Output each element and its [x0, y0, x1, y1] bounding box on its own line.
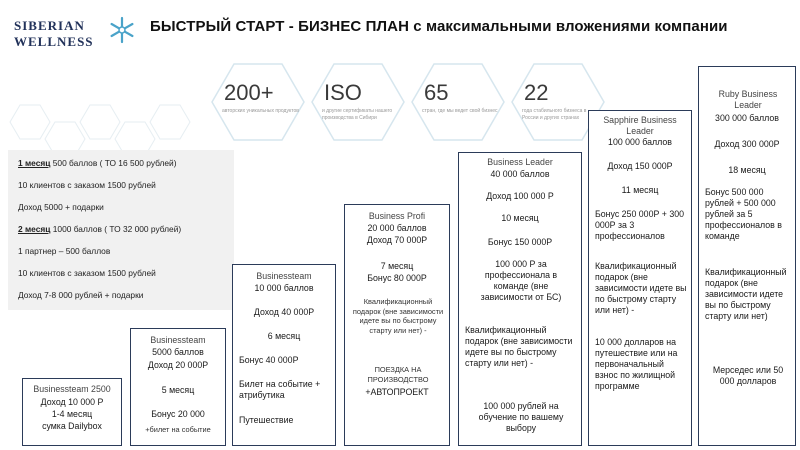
tier-period: 11 месяц	[621, 185, 659, 195]
plan-line: Доход 7-8 000 рублей + подарки	[18, 290, 144, 300]
tier-box-businessteam-2500	[22, 378, 122, 446]
tier-gift: ПОЕЗДКА НА ПРОИЗВОДСТВО	[367, 365, 429, 384]
tier-income: Доход 100 000 Р	[486, 191, 554, 201]
tier-gift: Мерседес или 50 000 долларов	[712, 365, 784, 386]
tier-qualification-note: Квалификационный подарок (вне зависимости идете вы по быстрому старту или нет) -	[352, 297, 444, 335]
tier-name: Sapphire Business Leader	[603, 115, 677, 136]
tier-gift-extra: +АВТОПРОЕКТ	[365, 387, 429, 397]
plan-month-detail: 1000 баллов ( ТО 32 000 рублей)	[50, 224, 182, 234]
stat-number: 22	[524, 80, 549, 105]
tier-box-sapphire-business-leader	[588, 110, 692, 446]
tier-qualification-note: Квалификационный подарок (вне зависимости идете вы по быстрому старту или нет) -	[465, 325, 573, 368]
tier-name: Businessteam	[150, 335, 206, 345]
stat-number: 200+	[224, 80, 274, 105]
tier-box-business-profi	[344, 204, 450, 446]
stat-hex-products	[210, 62, 306, 147]
tier-trip: Путешествие	[239, 415, 294, 425]
tier-qualification-note: Квалификационный подарок (вне зависимости идете вы по быстрому старту или нет) -	[595, 261, 687, 315]
tier-box-businessteam-10000	[232, 264, 336, 446]
snowflake-icon	[108, 16, 136, 44]
plan-line	[18, 158, 177, 168]
tier-gift: сумка Dailybox	[42, 421, 102, 431]
tier-bonus: Бонус 150 000Р	[487, 237, 553, 247]
plan-line: 10 клиентов с заказом 1500 рублей	[18, 180, 156, 190]
tier-box-business-leader	[458, 152, 582, 446]
tier-income: Доход 300 000Р	[714, 139, 780, 149]
tier-bonus: Бонус 500 000 рублей + 500 000 рублей за 5 профессионалов в команде	[705, 187, 782, 241]
tier-bonus: Бонус 80 000Р	[367, 273, 427, 283]
monthly-plan-panel	[8, 150, 234, 310]
plan-line	[18, 224, 181, 234]
tier-name: Businessteam	[256, 271, 312, 281]
tier-period: 7 месяц	[380, 261, 414, 271]
page-title: БЫСТРЫЙ СТАРТ - БИЗНЕС ПЛАН с максимальными вложениями компании	[150, 18, 728, 35]
tier-income: Доход 40 000Р	[253, 307, 315, 317]
tier-name: Business Leader	[487, 157, 553, 167]
tier-income: Доход 20 000Р	[147, 360, 209, 370]
tier-period: 6 месяц	[267, 331, 301, 341]
tier-income: Доход 150 000Р	[607, 161, 673, 171]
tier-points: 100 000 баллов	[608, 137, 672, 147]
stat-hex-countries	[410, 62, 506, 147]
tier-bonus: Бонус 20 000	[151, 409, 205, 419]
tier-bonus: Бонус 250 000Р + 300 000Р за 3 профессионалов	[595, 209, 685, 241]
brand-name-line2: WELLNESS	[14, 34, 94, 49]
tier-points: 40 000 баллов	[490, 169, 550, 179]
tier-gift: Билет на событие + атрибутика	[239, 379, 321, 400]
tier-qualification-note: Квалификационный подарок (вне зависимости идете вы по быстрому старту или нет)	[705, 267, 787, 321]
tier-name: Businessteam 2500	[33, 384, 111, 394]
stat-hex-iso	[310, 62, 406, 147]
plan-line: 10 клиентов с заказом 1500 рублей	[18, 268, 156, 278]
tier-points: 20 000 баллов	[367, 223, 427, 233]
tier-income: Доход 10 000 Р	[40, 397, 104, 407]
stat-caption: и другие сертификаты нашего производства в Сибири	[322, 108, 393, 121]
plan-month-detail: 500 баллов ( ТО 16 500 рублей)	[50, 158, 177, 168]
tier-points: 5000 баллов	[152, 347, 204, 357]
stat-number: ISO	[324, 80, 362, 105]
plan-line: 1 партнер – 500 баллов	[18, 246, 111, 256]
tier-points: 10 000 баллов	[254, 283, 314, 293]
tier-bonus: Бонус 40 000Р	[239, 355, 299, 365]
tier-period: 1-4 месяц	[51, 409, 93, 419]
tier-box-ruby-business-leader	[698, 66, 796, 446]
tier-name: Ruby Business Leader	[718, 89, 778, 110]
brand-name-line1: SIBERIAN	[14, 18, 85, 33]
tier-gift: 10 000 долларов на путешествие или на первоначальный взнос по жилищной программе	[595, 337, 678, 391]
plan-month-heading: 2 месяц	[18, 224, 51, 234]
plan-line: Доход 5000 + подарки	[18, 202, 104, 212]
plan-month-heading: 1 месяц	[18, 158, 51, 168]
tier-period: 10 месяц	[501, 213, 539, 223]
tier-name: Business Profi	[368, 211, 426, 221]
stat-caption: стран, где мы ведет свой бизнес	[422, 108, 498, 114]
stat-caption: года стабильного бизнеса в России и других странах	[522, 108, 587, 121]
tier-income: Доход 70 000Р	[366, 235, 428, 245]
brand-logo	[14, 10, 134, 50]
stat-caption: авторских уникальных продуктов	[222, 108, 299, 114]
tier-gift: 100 000 рублей на обучение по вашему выбору	[478, 401, 564, 433]
stat-number: 65	[424, 80, 449, 105]
tier-period: 5 месяц	[161, 385, 195, 395]
tier-extra-bonus: 100 000 Р за профессионала в команде (вне зависимости от БС)	[480, 259, 562, 302]
tier-gift: +билет на событие	[145, 425, 211, 434]
tier-box-businessteam-5000	[130, 328, 226, 446]
tier-period: 18 месяц	[728, 165, 766, 175]
tier-points: 300 000 баллов	[715, 113, 779, 123]
